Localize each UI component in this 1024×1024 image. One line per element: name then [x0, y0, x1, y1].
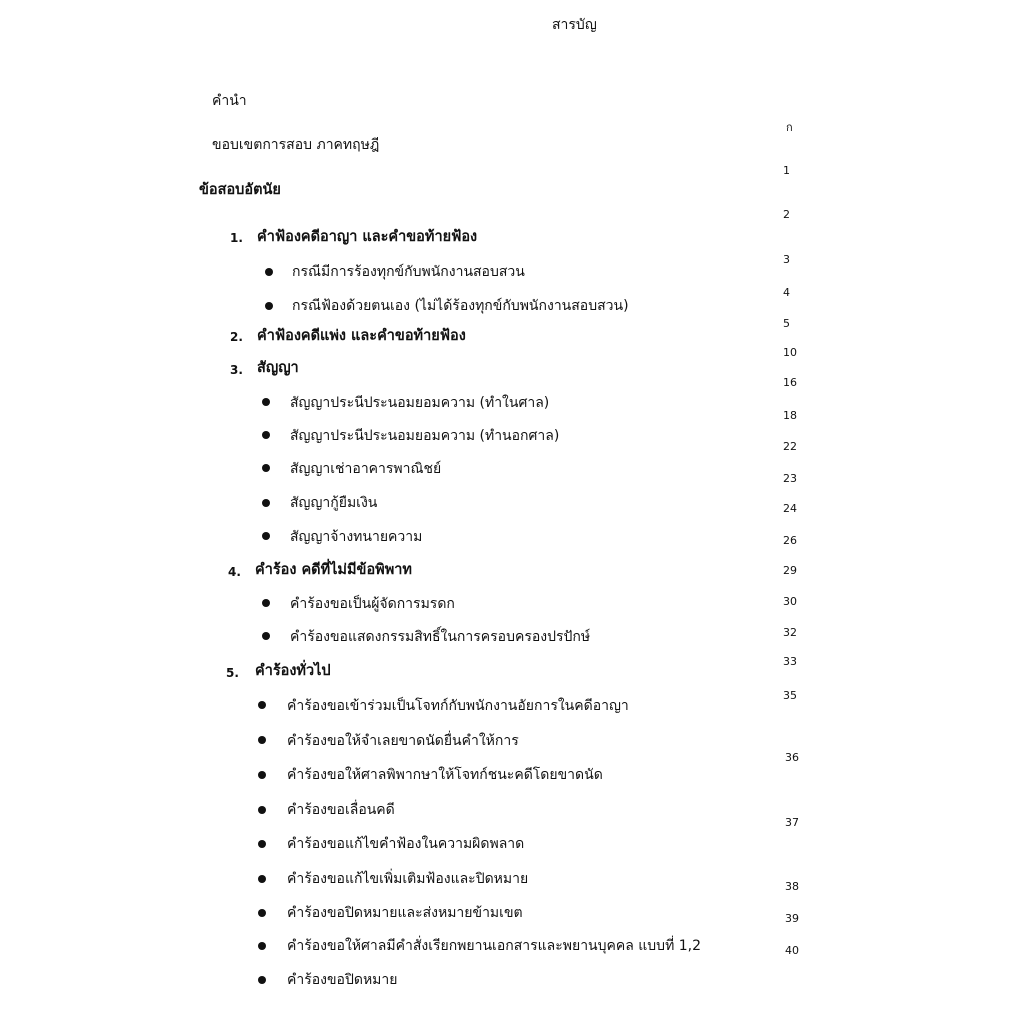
toc-entry-3e: สัญญาจ้างทนายความ: [290, 529, 423, 545]
toc-entry-5c: คำร้องขอให้ศาลพิพากษาให้โจทก์ชนะคดีโดยขาดนัด: [287, 767, 603, 783]
toc-entry-3b: สัญญาประนีประนอมยอมความ (ทำนอกศาล): [290, 428, 560, 444]
toc-entry-intro: คำนำ: [212, 93, 247, 109]
bullet-icon: [262, 464, 270, 472]
section-number-4: 4.: [228, 565, 241, 579]
page-number: 39: [785, 912, 799, 925]
bullet-icon: [262, 431, 270, 439]
toc-entry-5i: คำร้องขอปิดหมาย: [287, 972, 398, 988]
page-number: 2: [783, 208, 790, 221]
toc-entry-1b: กรณีฟ้องด้วยตนเอง (ไม่ได้ร้องทุกข์กับพนักงานสอบสวน): [292, 298, 629, 314]
bullet-icon: [258, 909, 266, 917]
page-number: 35: [783, 689, 797, 702]
page-number: 24: [783, 502, 797, 515]
page-number: 32: [783, 626, 797, 639]
toc-entry-subjective: ข้อสอบอัตนัย: [199, 182, 281, 198]
bullet-icon: [258, 736, 266, 744]
section-number-5: 5.: [226, 666, 239, 680]
section-heading-3: สัญญา: [257, 360, 299, 376]
page-title: สารบัญ: [552, 17, 597, 33]
bullet-icon: [265, 302, 273, 310]
section-heading-4: คำร้อง คดีที่ไม่มีข้อพิพาท: [255, 562, 412, 578]
bullet-icon: [262, 532, 270, 540]
page-number: 22: [783, 440, 797, 453]
bullet-icon: [258, 875, 266, 883]
toc-entry-5d: คำร้องขอเลื่อนคดี: [287, 802, 395, 818]
toc-entry-4b: คำร้องขอแสดงกรรมสิทธิ์ในการครอบครองปรปักษ์: [290, 629, 591, 645]
bullet-icon: [262, 398, 270, 406]
bullet-icon: [265, 268, 273, 276]
toc-entry-3a: สัญญาประนีประนอมยอมความ (ทำในศาล): [290, 395, 550, 411]
page-number: ก: [786, 121, 793, 134]
section-heading-1: คำฟ้องคดีอาญา และคำขอท้ายฟ้อง: [257, 229, 478, 245]
bullet-icon: [258, 976, 266, 984]
page-number: 30: [783, 595, 797, 608]
toc-entry-scope: ขอบเขตการสอบ ภาคทฤษฎี: [212, 137, 380, 153]
bullet-icon: [258, 806, 266, 814]
section-number-1: 1.: [230, 231, 243, 245]
bullet-icon: [262, 632, 270, 640]
page-number: 3: [783, 253, 790, 266]
page-number: 40: [785, 944, 799, 957]
page-number: 36: [785, 751, 799, 764]
toc-entry-5g: คำร้องขอปิดหมายและส่งหมายข้ามเขต: [287, 905, 523, 921]
toc-entry-5f: คำร้องขอแก้ไขเพิ่มเติมฟ้องและปิดหมาย: [287, 871, 529, 887]
bullet-icon: [258, 942, 266, 950]
toc-entry-5a: คำร้องขอเข้าร่วมเป็นโจทก์กับพนักงานอัยการในคดีอาญา: [287, 698, 629, 714]
page-number: 23: [783, 472, 797, 485]
page-number: 10: [783, 346, 797, 359]
toc-entry-1a: กรณีมีการร้องทุกข์กับพนักงานสอบสวน: [292, 264, 525, 280]
page-number: 26: [783, 534, 797, 547]
page-number: 1: [783, 164, 790, 177]
page-number: 5: [783, 317, 790, 330]
toc-entry-3d: สัญญากู้ยืมเงิน: [290, 495, 378, 511]
page-number: 16: [783, 376, 797, 389]
page-number: 29: [783, 564, 797, 577]
toc-entry-5b: คำร้องขอให้จำเลยขาดนัดยื่นคำให้การ: [287, 733, 519, 749]
toc-entry-4a: คำร้องขอเป็นผู้จัดการมรดก: [290, 596, 455, 612]
section-heading-5: คำร้องทั่วไป: [255, 663, 331, 679]
page-number: 4: [783, 286, 790, 299]
bullet-icon: [258, 701, 266, 709]
toc-entry-5e: คำร้องขอแก้ไขคำฟ้องในความผิดพลาด: [287, 836, 525, 852]
toc-entry-5h: คำร้องขอให้ศาลมีคำสั่งเรียกพยานเอกสารและพยานบุคคล แบบที่ 1,2: [287, 938, 702, 954]
section-number-3: 3.: [230, 363, 243, 377]
page-number: 18: [783, 409, 797, 422]
page-number: 38: [785, 880, 799, 893]
page-number: 33: [783, 655, 797, 668]
bullet-icon: [258, 771, 266, 779]
bullet-icon: [262, 499, 270, 507]
section-heading-2: คำฟ้องคดีแพ่ง และคำขอท้ายฟ้อง: [257, 328, 466, 344]
page-number: 37: [785, 816, 799, 829]
section-number-2: 2.: [230, 330, 243, 344]
bullet-icon: [258, 840, 266, 848]
toc-entry-3c: สัญญาเช่าอาคารพาณิชย์: [290, 461, 442, 477]
bullet-icon: [262, 599, 270, 607]
